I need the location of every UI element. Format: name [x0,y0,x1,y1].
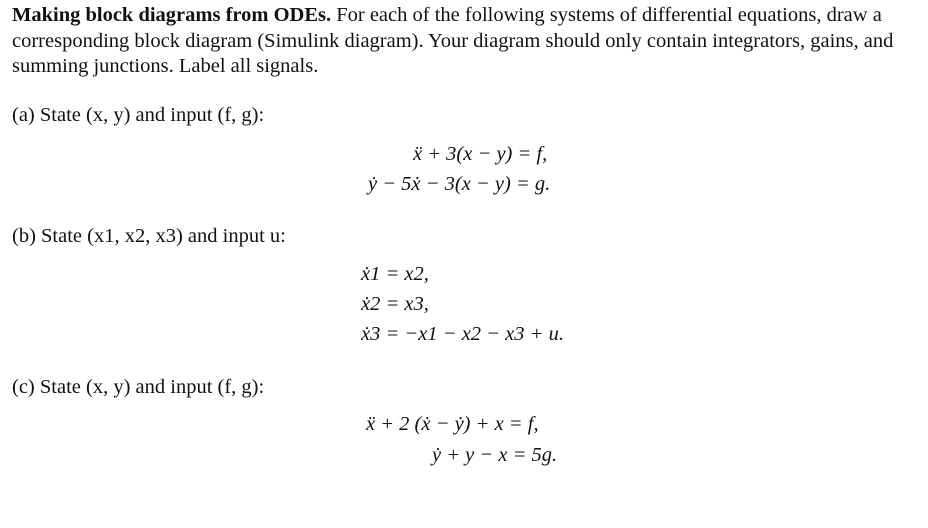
part-b-equation-2: ẋ2 = x3, [361,293,429,315]
part-c-label: (c) State (x, y) and input (f, g): [12,376,265,398]
part-a-equation-1: ẍ + 3(x − y) = f, [413,143,548,165]
problem-body: For each of the following systems of differential equations, draw a corresponding block diagram (Simulink diagram). Your diagram should only contain integrators, gains, and summing junctions. Label all signals. [12,4,894,77]
part-a-equation-2: ẏ − 5ẋ − 3(x − y) = g. [368,173,551,195]
part-b-equation-1: ẋ1 = x2, [361,263,429,285]
part-a-label: (a) State (x, y) and input (f, g): [12,104,265,126]
part-c-equation-1: ẍ + 2 (ẋ − ẏ) + x = f, [366,413,539,435]
part-b-label: (b) State (x1, x2, x3) and input u: [12,225,286,247]
part-c-equation-2: ẏ + y − x = 5g. [432,444,558,466]
part-b-equation-3: ẋ3 = −x1 − x2 − x3 + u. [361,323,564,345]
problem-heading: Making block diagrams from ODEs. [12,4,332,26]
problem-statement [12,3,912,80]
